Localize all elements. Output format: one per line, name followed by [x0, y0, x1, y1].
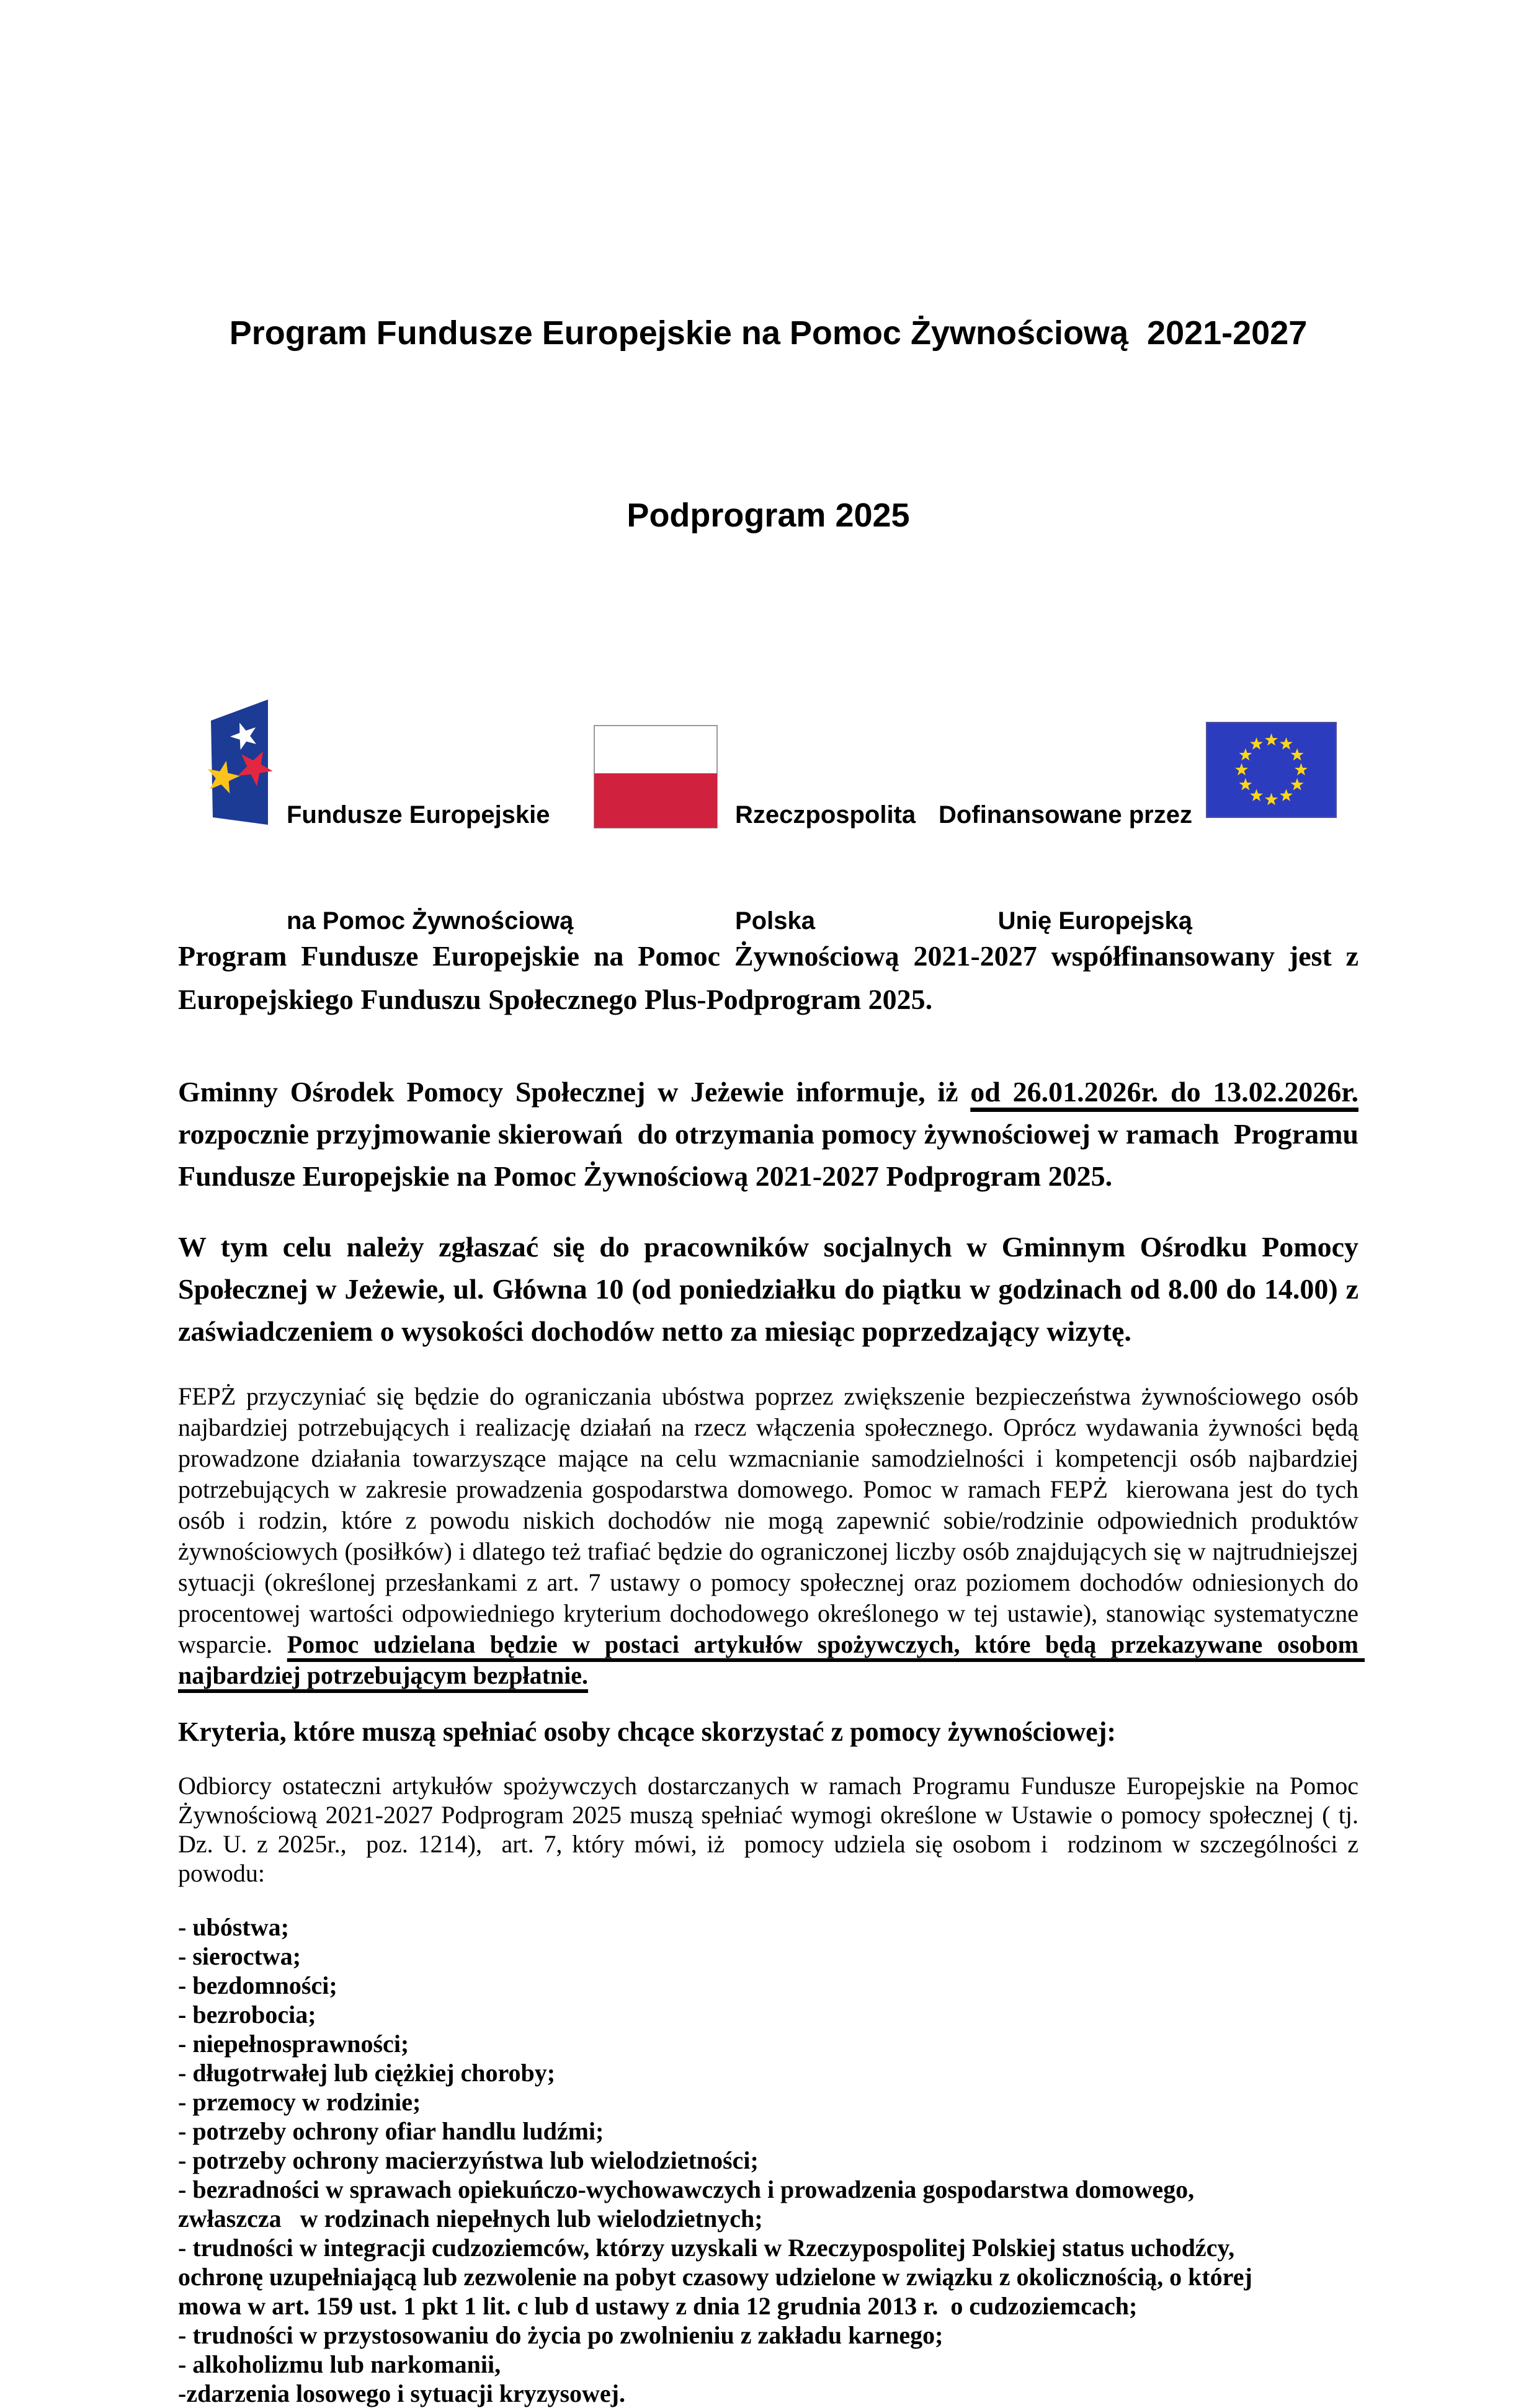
fepz-description-paragraph [178, 1381, 1365, 1691]
criteria-list-item: - potrzeby ochrony macierzyństwa lub wielodzietności; [178, 2146, 759, 2174]
announcement-paragraph [178, 1071, 1366, 1197]
criteria-list-item: -zdarzenia losowego i sytuacji kryzysowej. [178, 2379, 625, 2407]
criteria-list-item: - bezrobocia; [178, 2000, 316, 2028]
rzeczpospolita-polska-label [735, 727, 916, 1010]
criteria-list-item: - długotrwałej lub ciężkiej choroby; [178, 2058, 556, 2087]
criteria-list-item: - sieroctwa; [178, 1942, 301, 1970]
criteria-list-item: - potrzeby ochrony ofiar handlu ludźmi; [178, 2117, 604, 2145]
eu-cofunded-label-line1: Dofinansowane przez [939, 801, 1192, 829]
cofinancing-statement: Program Fundusze Europejskie na Pomoc Żywnościową 2021-2027 współfinansowany jest z Europejskiego Funduszu Społecznego Plus-Podprogram 2025. [178, 940, 1366, 1015]
criteria-list-item: - trudności w przystosowaniu do życia po zwolnieniu z zakładu karnego; [178, 2321, 943, 2349]
announcement-text-before-dates: Gminny Ośrodek Pomocy Społecznej w Jeżewie informuje, iż [178, 1076, 971, 1108]
criteria-list-item: - ubóstwa; [178, 1913, 289, 1941]
eu-cofunded-label-line2: Unię Europejską [997, 907, 1192, 935]
criteria-heading: Kryteria, które muszą spełniać osoby chcące skorzystać z pomocy żywnościowej: [178, 1717, 1117, 1747]
criteria-list-item: - bezdomności; [178, 1971, 337, 1999]
criteria-list-item: - trudności w integracji cudzoziemców, którzy uzyskali w Rzeczypospolitej Polskiej status uchodźcy, ochronę uzupełniającą lub zezwolenie na pobyt czasowy udzielone w związku z okolicznością, o której mowa w art. 159 ust. 1 pkt 1 lit. c lub d ustawy z dnia 12 grudnia 2013 r. o cudzoziemcach; [178, 2233, 1252, 2320]
announcement-instructions: W tym celu należy zgłaszać się do pracowników socjalnych w Gminnym Ośrodku Pomocy Społecznej w Jeżewie, ul. Główna 10 (od poniedziałku do piątku w godzinach od 8.00 do 14.00) z zaświadczeniem o wysokości dochodów netto za miesiąc poprzedzający wizytę. [178, 1231, 1366, 1347]
criteria-list-item: - przemocy w rodzinie; [178, 2087, 421, 2116]
rzeczpospolita-polska-label-line2: Polska [735, 907, 815, 935]
fepz-description-text: FEPŻ przyczyniać się będzie do ograniczania ubóstwa poprzez zwiększenie bezpieczeństwa żywnościowego osób najbardziej potrzebujących i realizację działań na rzecz włączenia społecznego. Oprócz wydawania żywności będą prowadzone działania towarzyszące mające na celu wzmacnianie samodzielności i kompetencji osób najbardziej potrzebujących w zakresie prowadzenia gospodarstwa domowego. Pomoc w ramach FEPŻ kierowana jest do tych osób i rodzin, które z powodu niskich dochodów nie mogą zapewnić sobie/rodzinie odpowiednich produktów żywnościowych (posiłków) i dlatego też trafiać będzie do ograniczonej liczby osób znajdujących się w najtrudniejszej sytuacji (określonej przesłankami z art. 7 ustawy o pomocy społecznej oraz poziomem dochodów odniesionych do procentowej wartości odpowiedniego kryterium dochodowego określonego w tej ustawie), stanowiąc systematyczne wsparcie. [178, 1382, 1365, 1658]
fundusze-europejskie-label [287, 727, 573, 1010]
page-title [178, 181, 1358, 667]
page-title-line2: Podprogram 2025 [627, 497, 910, 534]
criteria-list-item: - bezradności w sprawach opiekuńczo-wychowawczych i prowadzenia gospodarstwa domowego, zwłaszcza w rodzinach niepełnych lub wielodzietnych; [178, 2175, 1195, 2233]
announcement-text-after-dates: rozpocznie przyjmowanie skierowań do otrzymania pomocy żywnościowej w ramach Programu Fundusze Europejskie na Pomoc Żywnościową 2021-2027 Podprogram 2025. [178, 1076, 1366, 1192]
eu-flag-icon [1206, 722, 1337, 818]
announcement-dates-underlined: od 26.01.2026r. do 13.02.2026r. [970, 1076, 1358, 1108]
fepz-emphasis-underlined: Pomoc udzielana będzie w postaci artykułów spożywczych, które będą przekazywane osobom najbardziej potrzebującym bezpłatnie. [178, 1630, 1365, 1689]
criteria-list-item: - niepełnosprawności; [178, 2029, 409, 2058]
fundusze-europejskie-label-line1: Fundusze Europejskie [287, 801, 550, 829]
criteria-intro-paragraph: Odbiorcy ostateczni artykułów spożywczych dostarczanych w ramach Programu Fundusze Europejskie na Pomoc Żywnościową 2021-2027 Podprogram 2025 muszą spełniać wymogi określone w Ustawie o pomocy społecznej ( tj. Dz. U. z 2025r., poz. 1214), art. 7, który mówi, iż pomocy udziela się osobom i rodzinom w szczególności z powodu: [178, 1771, 1365, 1887]
page-title-line1: Program Fundusze Europejskie na Pomoc Żywnościową 2021-2027 [229, 314, 1308, 352]
eu-cofunded-label [939, 727, 1192, 1010]
fundusze-europejskie-label-line2: na Pomoc Żywnościową [287, 907, 574, 935]
funding-logos-band [178, 697, 1358, 935]
document-content [178, 0, 1366, 2408]
criteria-list [178, 1913, 1358, 2408]
rzeczpospolita-polska-label-line1: Rzeczpospolita [735, 801, 916, 829]
poland-flag-icon [594, 725, 718, 829]
fundusze-europejskie-flag-icon [206, 699, 271, 826]
criteria-list-item: - alkoholizmu lub narkomanii, [178, 2350, 501, 2378]
